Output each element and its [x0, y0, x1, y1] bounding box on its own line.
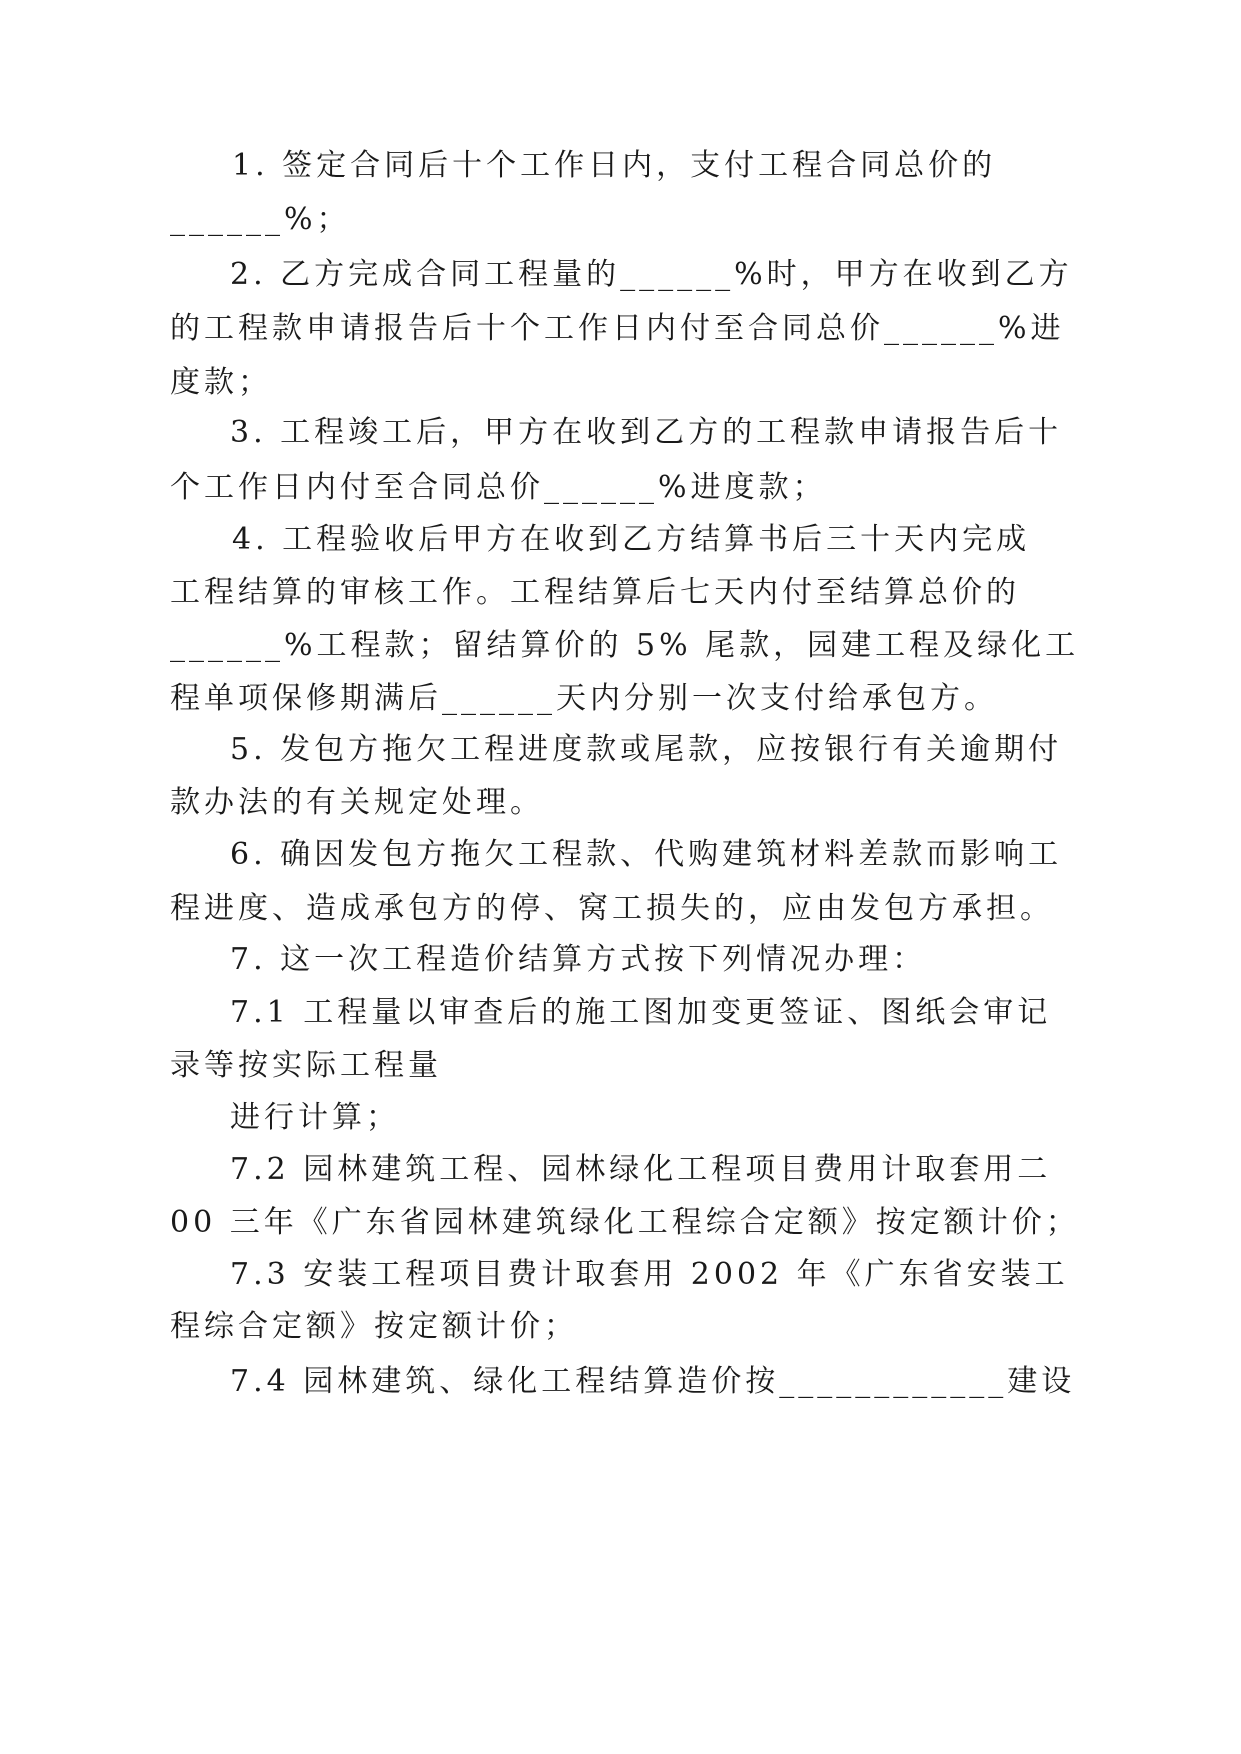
clause-7-4-line-1: 7.4 园林建筑、绿化工程结算造价按____________建设: [230, 1364, 1076, 1399]
clause-1-line-2: ______%；: [170, 202, 351, 237]
clause-4-line-2: 工程结算的审核工作。工程结算后七天内付至结算总价的: [170, 575, 1020, 610]
clause-5-line-2: 款办法的有关规定处理。: [170, 785, 544, 820]
clause-7-1-line-1: 7.1 工程量以审查后的施工图加变更签证、图纸会审记: [230, 995, 1052, 1030]
clause-7-3-line-2: 程综合定额》按定额计价；: [170, 1309, 578, 1344]
clause-7-1-line-2: 录等按实际工程量: [170, 1048, 442, 1083]
clause-4-line-3: ______%工程款；留结算价的 5% 尾款，园建工程及绿化工: [170, 628, 1080, 663]
clause-3-line-1: 3. 工程竣工后，甲方在收到乙方的工程款申请报告后十: [230, 415, 1063, 450]
clause-1-line-1: 1. 签定合同后十个工作日内，支付工程合同总价的: [232, 148, 997, 183]
clause-4-line-4: 程单项保修期满后______天内分别一次支付给承包方。: [170, 681, 998, 716]
clause-6-line-1: 6. 确因发包方拖欠工程款、代购建筑材料差款而影响工: [230, 837, 1063, 872]
clause-2-line-2: 的工程款申请报告后十个工作日内付至合同总价______%进: [170, 311, 1065, 346]
clause-7-2-line-1: 7.2 园林建筑工程、园林绿化工程项目费用计取套用二: [230, 1152, 1052, 1187]
clause-7-3-line-1: 7.3 安装工程项目费计取套用 2002 年《广东省安装工: [230, 1257, 1069, 1292]
clause-7-line-1: 7. 这一次工程造价结算方式按下列情况办理：: [230, 942, 927, 977]
clause-4-line-1: 4. 工程验收后甲方在收到乙方结算书后三十天内完成: [232, 522, 1031, 557]
clause-6-line-2: 程进度、造成承包方的停、窝工损失的，应由发包方承担。: [170, 891, 1054, 926]
clause-5-line-1: 5. 发包方拖欠工程进度款或尾款，应按银行有关逾期付: [230, 732, 1063, 767]
clause-2-line-3: 度款；: [170, 365, 272, 400]
clause-7-2-line-2: 00 三年《广东省园林建筑绿化工程综合定额》按定额计价；: [170, 1205, 1080, 1240]
clause-2-line-1: 2. 乙方完成合同工程量的______%时，甲方在收到乙方: [230, 257, 1073, 292]
clause-7-1-line-3: 进行计算；: [230, 1100, 400, 1135]
clause-3-line-2: 个工作日内付至合同总价______%进度款；: [170, 470, 827, 505]
